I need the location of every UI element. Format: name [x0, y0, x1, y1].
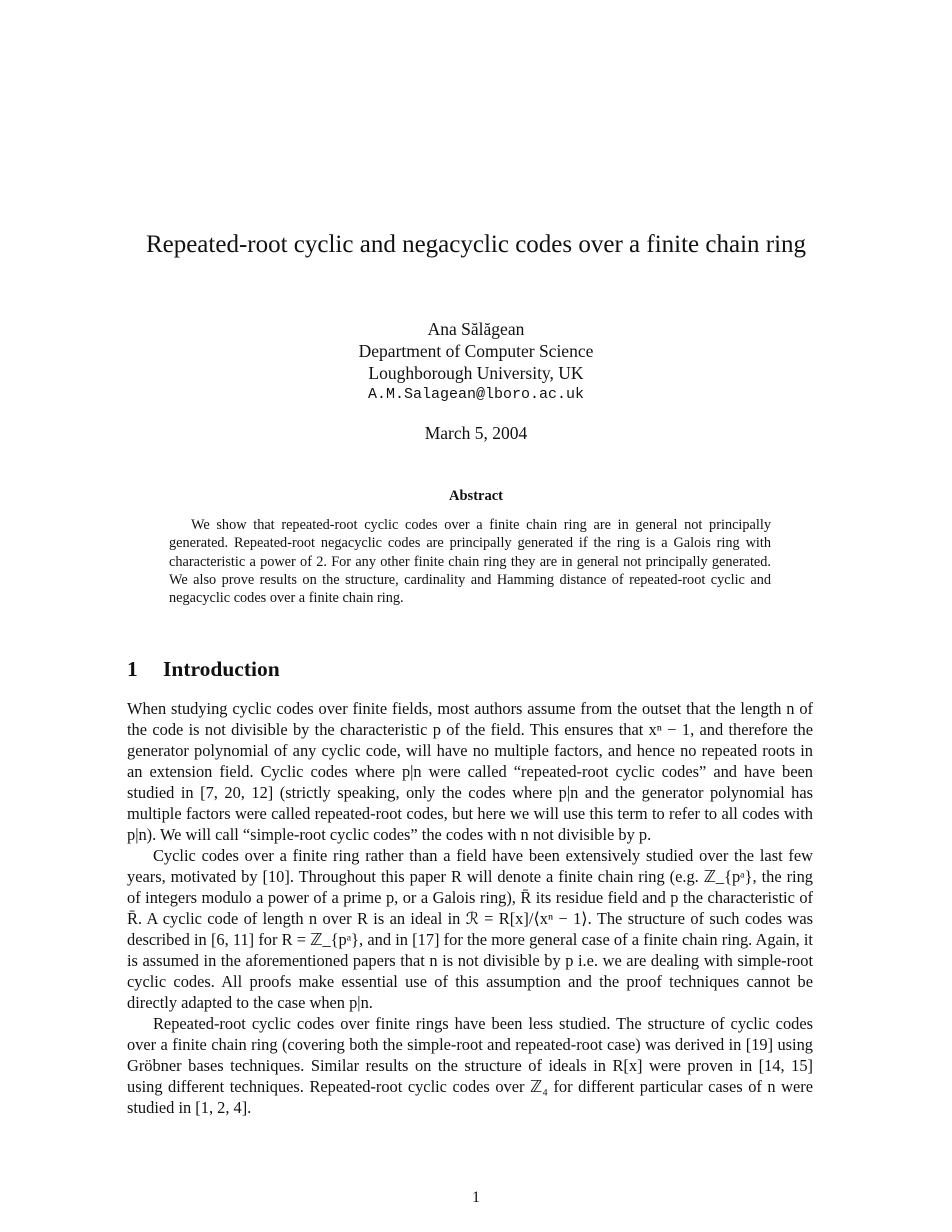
abstract-heading: Abstract [449, 488, 503, 504]
section-body [127, 698, 813, 1118]
author-department: Department of Computer Science [358, 341, 594, 361]
paragraph-2: Cyclic codes over a finite ring rather than a field have been extensively studied over the last few years, motivated by [10]. Throughout this paper R will denote a finite chain ring (e.g. ℤ_{pᵃ}, the ring of integers modulo a power of a prime p, or a Galois ring), R̄ its residue field and p the characteristic of R̄. A cyclic code of length n over R is an ideal in ℛ = R[x]/⟨xⁿ − 1⟩. The structure of such codes was described in [6, 11] for R = ℤ_{pᵃ}, and in [17] for the more general case of a finite chain ring. Again, it is assumed in the aforementioned papers that n is not divisible by p i.e. we are dealing with simple-root cyclic codes. All proofs make essential use of this assumption and the proof techniques cannot be directly adapted to the case when p|n. [127, 846, 813, 1012]
author-institution: Loughborough University, UK [368, 363, 584, 383]
paper-date: March 5, 2004 [424, 423, 528, 443]
page-number: 1 [472, 1189, 480, 1206]
author-name: Ana Sălăgean [427, 319, 525, 339]
author-email: A.M.Salagean@lboro.ac.uk [367, 386, 585, 403]
section-number: 1 [127, 657, 138, 681]
paragraph-3: Repeated-root cyclic codes over finite rings have been less studied. The structure of cyclic codes over a finite chain ring (covering both the simple-root and repeated-root case) was derived in [19] using Gröbner bases techniques. Similar results on the structure of ideals in R[x] were proven in [14, 15] using different techniques. Repeated-root cyclic codes over ℤ₄ for different particular cases of n were studied in [1, 2, 4]. [127, 1014, 813, 1117]
author-block [200, 318, 752, 406]
section-heading [127, 655, 280, 683]
section-title: Introduction [163, 657, 280, 681]
abstract-text: We show that repeated-root cyclic codes over a finite chain ring are in general not principally generated. Repeated-root negacyclic codes are principally generated if the ring is a Galois ring with characteristic a power of 2. For any other finite chain ring they are in general not principally generated. We also prove results on the structure, cardinality and Hamming distance of repeated-root cyclic and negacyclic codes over a finite chain ring. [169, 517, 771, 607]
paper-title: Repeated-root cyclic and negacyclic codes over a finite chain ring [145, 231, 807, 258]
paragraph-1: When studying cyclic codes over finite fields, most authors assume from the outset that the length n of the code is not divisible by the characteristic p of the field. This ensures that xⁿ − 1, and therefore the generator polynomial of any cyclic code, will have no multiple factors, and hence no repeated roots in an extension field. Cyclic codes where p|n were called “repeated-root cyclic codes” and have been studied in [7, 20, 12] (strictly speaking, only the codes where p|n and the generator polynomial has multiple factors were called repeated-root codes, but here we will use this term to refer to all codes with p|n). We will call “simple-root cyclic codes” the codes with n not divisible by p. [127, 699, 813, 844]
